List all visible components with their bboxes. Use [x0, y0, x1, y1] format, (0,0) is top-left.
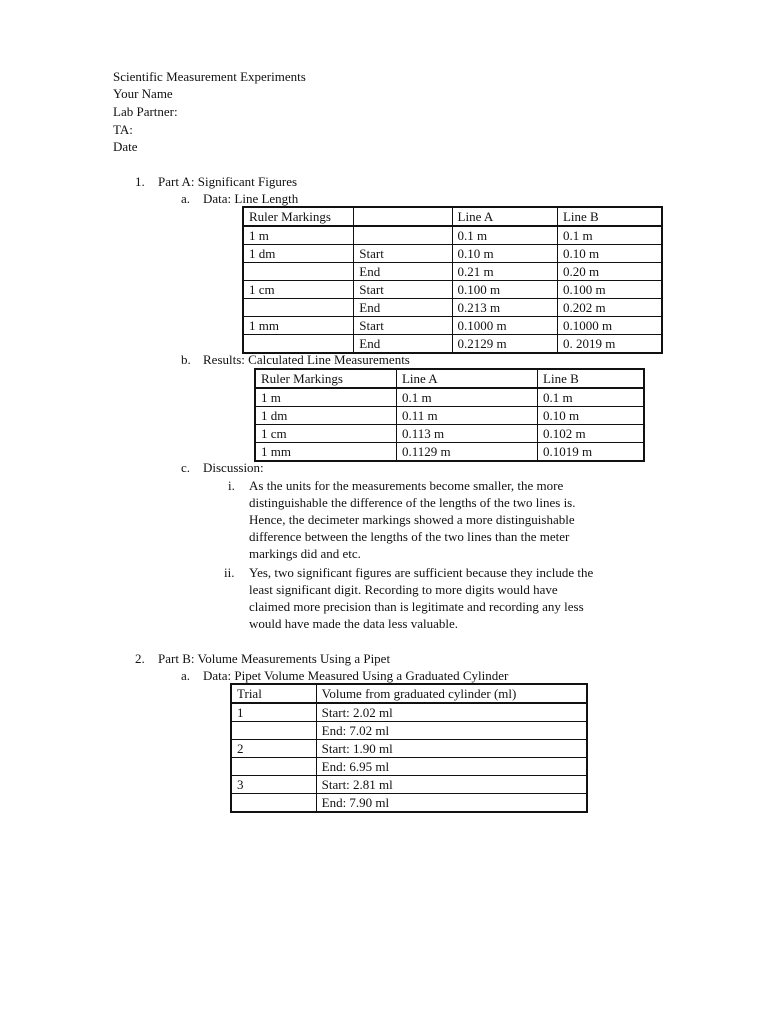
part-a-data-title: Data: Line Length: [203, 191, 299, 206]
pipet-volume-table: [230, 683, 588, 813]
table-row: [231, 740, 587, 758]
table-cell: 0.2129 m: [452, 335, 557, 354]
table-row: [243, 317, 662, 335]
table-header-row: [243, 207, 662, 226]
date-label: Date: [113, 139, 138, 154]
results-table: [254, 368, 645, 462]
line-length-table: [242, 206, 663, 354]
part-a-results-marker: b.: [181, 352, 191, 367]
table-cell: 1 mm: [243, 317, 354, 335]
header-cell: [354, 207, 452, 226]
table-row: [243, 245, 662, 263]
table-cell: Start: [354, 281, 452, 299]
table-row: [231, 776, 587, 794]
table-cell: 0.213 m: [452, 299, 557, 317]
discussion-line: Hence, the decimeter markings showed a more distinguishable: [249, 512, 575, 527]
table-cell: Start: 1.90 ml: [316, 740, 587, 758]
table-cell: End: [354, 335, 452, 354]
discussion-item-marker: i.: [228, 478, 235, 493]
discussion-item-marker: ii.: [224, 565, 235, 580]
table-row: [243, 299, 662, 317]
table-cell: [231, 758, 316, 776]
table-cell: 1 cm: [243, 281, 354, 299]
table-cell: 0.202 m: [557, 299, 662, 317]
table-row: [231, 758, 587, 776]
table-row: [243, 226, 662, 245]
table-cell: [231, 794, 316, 813]
table-row: [243, 263, 662, 281]
table-cell: Start: [354, 245, 452, 263]
header-cell: Ruler Markings: [243, 207, 354, 226]
table-cell: [243, 263, 354, 281]
document-title: Scientific Measurement Experiments: [113, 69, 306, 84]
part-a-title: Part A: Significant Figures: [158, 174, 298, 189]
table-cell: 0.1 m: [557, 226, 662, 245]
table-cell: 0.102 m: [538, 425, 644, 443]
table-row: [255, 425, 644, 443]
table-cell: 1: [231, 703, 316, 722]
table-row: [255, 407, 644, 425]
table-cell: 1 m: [255, 388, 396, 407]
table-cell: 2: [231, 740, 316, 758]
table-cell: 0.1129 m: [396, 443, 537, 462]
table-cell: 0.1 m: [396, 388, 537, 407]
table-cell: 0.100 m: [452, 281, 557, 299]
table-cell: 0.1 m: [452, 226, 557, 245]
part-b-data-title: Data: Pipet Volume Measured Using a Graduated Cylinder: [203, 668, 509, 683]
part-a-number: 1.: [135, 174, 145, 189]
table-row: [255, 443, 644, 462]
discussion-line: markings did and etc.: [249, 546, 361, 561]
part-a-data-marker: a.: [181, 191, 191, 206]
header-cell: Line B: [557, 207, 662, 226]
part-b-data-marker: a.: [181, 668, 191, 683]
table-row: [231, 722, 587, 740]
table-cell: 0.113 m: [396, 425, 537, 443]
table-cell: 3: [231, 776, 316, 794]
table-cell: 0.10 m: [557, 245, 662, 263]
table-cell: 0.100 m: [557, 281, 662, 299]
discussion-item-1: [249, 477, 576, 562]
table-cell: 0.1 m: [538, 388, 644, 407]
part-b-number: 2.: [135, 651, 145, 666]
table-cell: Start: 2.02 ml: [316, 703, 587, 722]
header-cell: Ruler Markings: [255, 369, 396, 388]
header-cell: Line A: [396, 369, 537, 388]
part-b-title: Part B: Volume Measurements Using a Pipet: [158, 651, 391, 666]
table-cell: 0.10 m: [452, 245, 557, 263]
table-cell: 0.10 m: [538, 407, 644, 425]
header-cell: Volume from graduated cylinder (ml): [316, 684, 587, 703]
table-cell: 0.20 m: [557, 263, 662, 281]
discussion-item-2: [249, 564, 593, 632]
discussion-line: would have made the data less valuable.: [249, 616, 459, 631]
table-cell: 1 dm: [255, 407, 396, 425]
discussion-line: distinguishable the difference of the lengths of the two lines is.: [249, 495, 576, 510]
header-cell: Line B: [538, 369, 644, 388]
discussion-line: claimed more precision than is legitimate and recording any less: [249, 599, 584, 614]
table-cell: 0.1000 m: [452, 317, 557, 335]
table-cell: 1 dm: [243, 245, 354, 263]
table-cell: End: 7.90 ml: [316, 794, 587, 813]
table-cell: 0.11 m: [396, 407, 537, 425]
table-cell: End: 7.02 ml: [316, 722, 587, 740]
table-cell: 0.1019 m: [538, 443, 644, 462]
discussion-line: As the units for the measurements become smaller, the more: [249, 478, 564, 493]
table-cell: Start: [354, 317, 452, 335]
discussion-line: Yes, two significant figures are sufficient because they include the: [249, 565, 594, 580]
table-cell: 0. 2019 m: [557, 335, 662, 354]
table-cell: 0.21 m: [452, 263, 557, 281]
part-a-discussion-marker: c.: [181, 460, 191, 475]
table-cell: [243, 299, 354, 317]
table-row: [255, 388, 644, 407]
student-name: Your Name: [113, 86, 173, 101]
table-cell: [354, 226, 452, 245]
table-cell: 1 mm: [255, 443, 396, 462]
table-cell: Start: 2.81 ml: [316, 776, 587, 794]
discussion-line: difference between the lengths of the two lines than the meter: [249, 529, 570, 544]
table-cell: End: [354, 299, 452, 317]
table-cell: 1 m: [243, 226, 354, 245]
table-cell: End: [354, 263, 452, 281]
part-a-discussion-title: Discussion:: [203, 460, 264, 475]
part-a-results-title: Results: Calculated Line Measurements: [203, 352, 410, 367]
ta-label: TA:: [113, 122, 133, 137]
lab-partner-label: Lab Partner:: [113, 104, 178, 119]
header-cell: Trial: [231, 684, 316, 703]
table-row: [231, 794, 587, 813]
table-row: [243, 281, 662, 299]
discussion-line: least significant digit. Recording to more digits would have: [249, 582, 558, 597]
header-cell: Line A: [452, 207, 557, 226]
table-header-row: [231, 684, 587, 703]
table-cell: 1 cm: [255, 425, 396, 443]
table-cell: 0.1000 m: [557, 317, 662, 335]
table-header-row: [255, 369, 644, 388]
table-cell: End: 6.95 ml: [316, 758, 587, 776]
table-row: [231, 703, 587, 722]
table-cell: [231, 722, 316, 740]
